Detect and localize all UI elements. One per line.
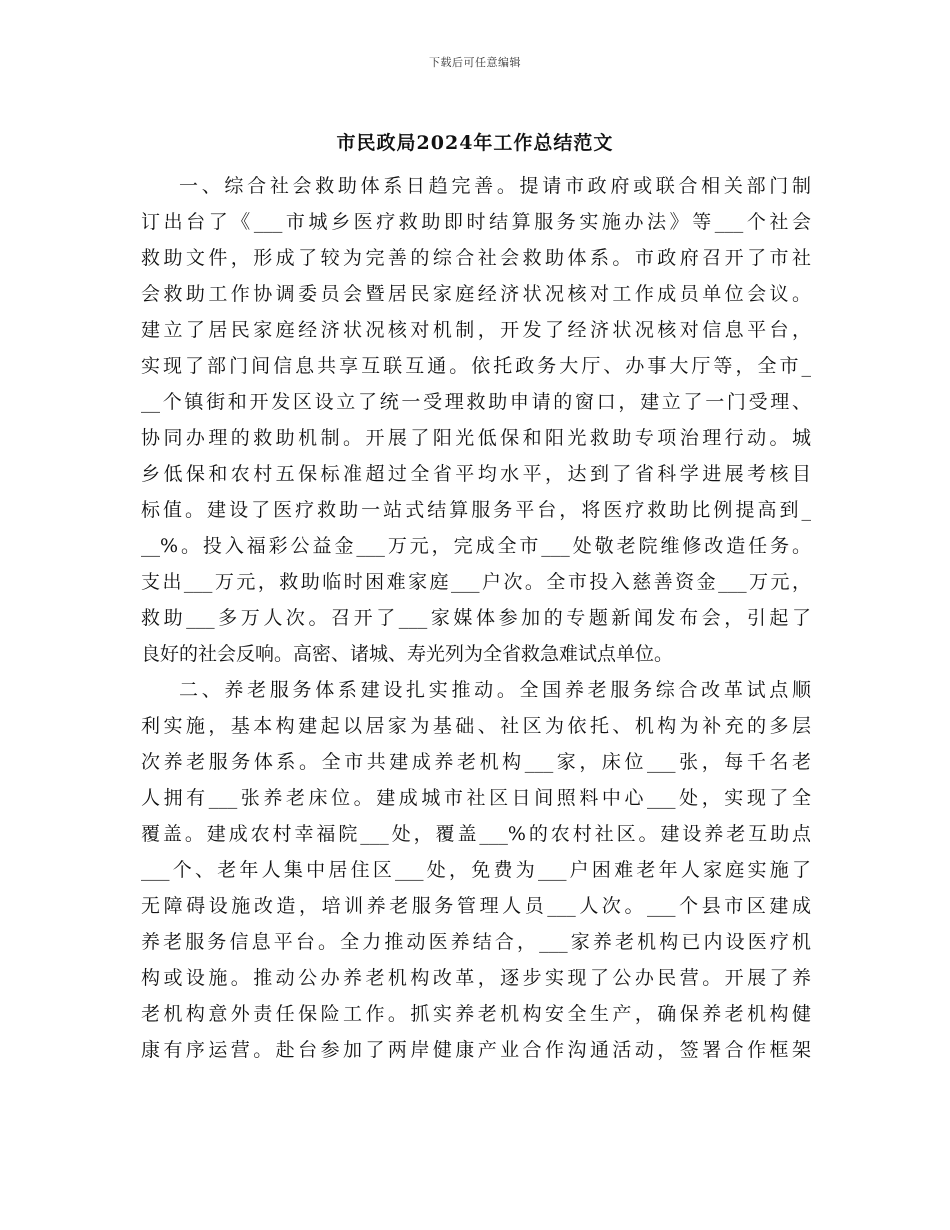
paragraph-1-line-9: 乡低保和农村五保标准超过全省平均水平，达到了省科学进展考核目 — [141, 463, 811, 485]
paragraph-1-line-14: 良好的社会反响。高密、诸城、寿光列为全省救急难试点单位。 — [141, 643, 674, 665]
paragraph-1-line-4: 会救助工作协调委员会暨居民家庭经济状况核对工作成员单位会议。 — [141, 283, 811, 305]
paragraph-1-line-7: __个镇街和开发区设立了统一受理救助申请的窗口，建立了一门受理、 — [141, 391, 811, 413]
paragraph-1-line-3: 救助文件，形成了较为完善的综合社会救助体系。市政府召开了市社 — [141, 247, 811, 269]
paragraph-2-line-11: 康有序运营。赴台参加了两岸健康产业合作沟通活动，签署合作框架 — [141, 1039, 811, 1061]
paragraph-2-line-10: 老机构意外责任保险工作。抓实养老机构安全生产，确保养老机构健 — [141, 1003, 811, 1025]
paragraph-1-line-2: 订出台了《___市城乡医疗救助即时结算服务实施办法》等___个社会 — [141, 211, 811, 233]
paragraph-1-line-12: 支出___万元，救助临时困难家庭___户次。全市投入慈善资金___万元， — [141, 571, 811, 593]
page-header-note: 下载后可任意编辑 — [429, 56, 521, 69]
paragraph-2-line-4: 人拥有___张养老床位。建成城市社区日间照料中心___处，实现了全 — [141, 787, 811, 809]
paragraph-1-line-10: 标值。建设了医疗救助一站式结算服务平台，将医疗救助比例提高到_ — [141, 499, 811, 521]
paragraph-2-line-1: 二、养老服务体系建设扎实推动。全国养老服务综合改革试点顺 — [179, 679, 811, 701]
paragraph-2-line-9: 构或设施。推动公办养老机构改革，逐步实现了公办民营。开展了养 — [141, 967, 811, 989]
paragraph-2-line-6: ___个、老年人集中居住区___处，免费为___户困难老年人家庭实施了 — [141, 859, 811, 881]
paragraph-2-line-3: 次养老服务体系。全市共建成养老机构___家，床位___张，每千名老 — [141, 751, 811, 773]
document-body — [141, 168, 811, 1068]
paragraph-2-line-8: 养老服务信息平台。全力推动医养结合，___家养老机构已内设医疗机 — [141, 931, 811, 953]
paragraph-2-line-7: 无障碍设施改造，培训养老服务管理人员___人次。___个县市区建成 — [141, 895, 811, 917]
paragraph-1-line-13: 救助___多万人次。召开了___家媒体参加的专题新闻发布会，引起了 — [141, 607, 811, 629]
paragraph-1-line-1: 一、综合社会救助体系日趋完善。提请市政府或联合相关部门制 — [179, 175, 811, 197]
paragraph-1-line-6: 实现了部门间信息共享互联互通。依托政务大厅、办事大厅等，全市_ — [141, 355, 811, 377]
paragraph-2-line-5: 覆盖。建成农村幸福院___处，覆盖___%的农村社区。建设养老互助点 — [141, 823, 811, 845]
paragraph-2-line-2: 利实施，基本构建起以居家为基础、社区为依托、机构为补充的多层 — [141, 715, 811, 737]
document-title: 市民政局2024年工作总结范文 — [336, 132, 614, 154]
paragraph-1-line-5: 建立了居民家庭经济状况核对机制，开发了经济状况核对信息平台， — [141, 319, 811, 341]
paragraph-1-line-11: __%。投入福彩公益金___万元，完成全市___处敬老院维修改造任务。 — [141, 535, 811, 557]
paragraph-1-line-8: 协同办理的救助机制。开展了阳光低保和阳光救助专项治理行动。城 — [141, 427, 811, 449]
